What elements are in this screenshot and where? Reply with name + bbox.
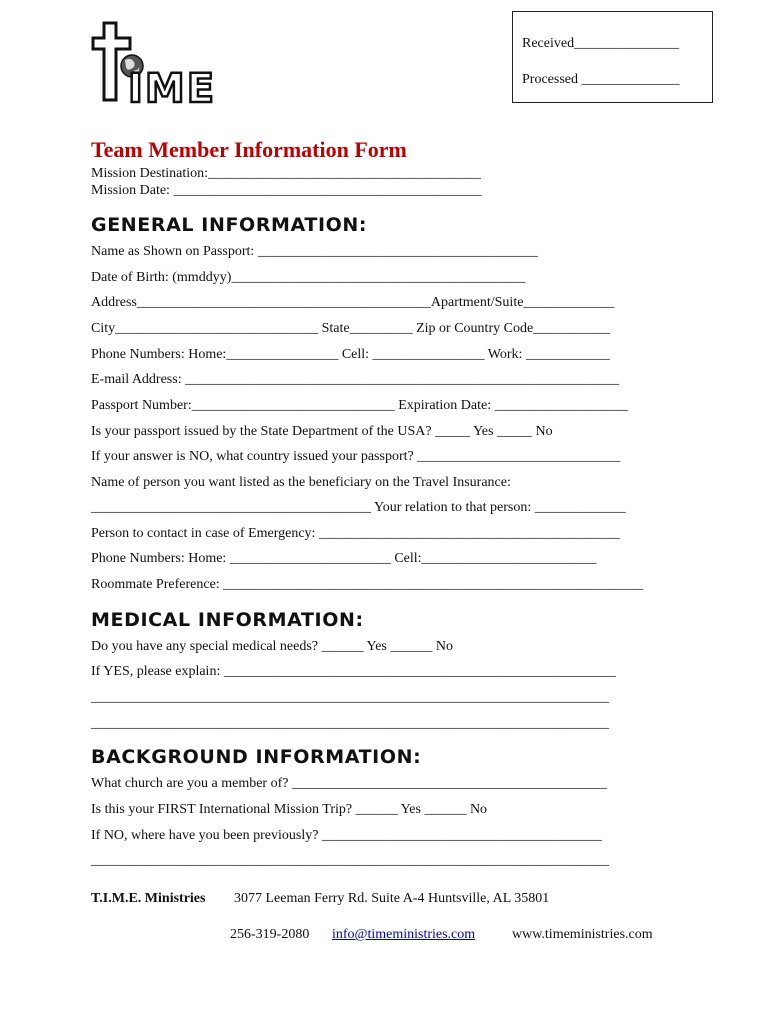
footer-address: 3077 Leeman Ferry Rd. Suite A-4 Huntsville, AL 35801 (234, 891, 550, 906)
name-on-passport-field[interactable]: Name as Shown on Passport: ________________________________________ (91, 244, 538, 259)
passport-usa-question[interactable]: Is your passport issued by the State Department of the USA? _____ Yes _____ No (91, 424, 553, 439)
medical-blank-line[interactable]: __________________________________________________________________________ (91, 690, 609, 705)
city-state-zip-field[interactable]: City_____________________________ State_________ Zip or Country Code___________ (91, 321, 611, 336)
beneficiary-relation-field[interactable]: ________________________________________ Your relation to that person: _____________ (91, 500, 626, 515)
general-information-heading: GENERAL INFORMATION: (91, 214, 368, 236)
processed-field[interactable]: Processed ______________ (522, 72, 680, 87)
mission-date-field[interactable]: Mission Date: ____________________________________________ (91, 183, 482, 198)
roommate-preference-field[interactable]: Roommate Preference: ____________________________________________________________ (91, 577, 644, 592)
medical-explain-field[interactable]: If YES, please explain: ________________________________________________________ (91, 664, 616, 679)
first-mission-trip-question[interactable]: Is this your FIRST International Mission Trip? ______ Yes ______ No (91, 802, 488, 817)
medical-information-heading: MEDICAL INFORMATION: (91, 609, 364, 631)
footer-org-name: T.I.M.E. Ministries (91, 891, 206, 906)
logo-text: IME (128, 66, 217, 106)
mission-destination-field[interactable]: Mission Destination:_______________________________________ (91, 166, 482, 181)
footer-email-link[interactable]: info@timeministries.com (332, 927, 476, 942)
office-use-box (512, 11, 713, 103)
email-field[interactable]: E-mail Address: ______________________________________________________________ (91, 372, 620, 387)
beneficiary-label: Name of person you want listed as the beneficiary on the Travel Insurance: (91, 475, 511, 490)
background-blank-line[interactable]: __________________________________________________________________________ (91, 853, 609, 868)
footer-website: www.timeministries.com (512, 927, 653, 942)
address-field[interactable]: Address__________________________________________Apartment/Suite_____________ (91, 295, 615, 310)
date-of-birth-field[interactable]: Date of Birth: (mmddyy)__________________________________________ (91, 270, 526, 285)
church-member-field[interactable]: What church are you a member of? _____________________________________________ (91, 776, 607, 791)
previous-trips-field[interactable]: If NO, where have you been previously? ________________________________________ (91, 828, 602, 843)
medical-blank-line[interactable]: __________________________________________________________________________ (91, 716, 609, 731)
time-logo (90, 18, 218, 106)
passport-country-field[interactable]: If your answer is NO, what country issued your passport? _____________________________ (91, 449, 621, 464)
emergency-contact-field[interactable]: Person to contact in case of Emergency: ___________________________________________ (91, 526, 620, 541)
footer-phone: 256-319-2080 (230, 927, 310, 942)
background-information-heading: BACKGROUND INFORMATION: (91, 746, 422, 768)
emergency-phones-field[interactable]: Phone Numbers: Home: _______________________ Cell:_________________________ (91, 551, 597, 566)
received-field[interactable]: Received_______________ (522, 36, 680, 51)
form-title: Team Member Information Form (91, 137, 407, 162)
special-medical-needs-question[interactable]: Do you have any special medical needs? ______ Yes ______ No (91, 639, 453, 654)
phone-numbers-field[interactable]: Phone Numbers: Home:________________ Cell: ________________ Work: ____________ (91, 347, 610, 362)
passport-number-field[interactable]: Passport Number:_____________________________ Expiration Date: ___________________ (91, 398, 628, 413)
